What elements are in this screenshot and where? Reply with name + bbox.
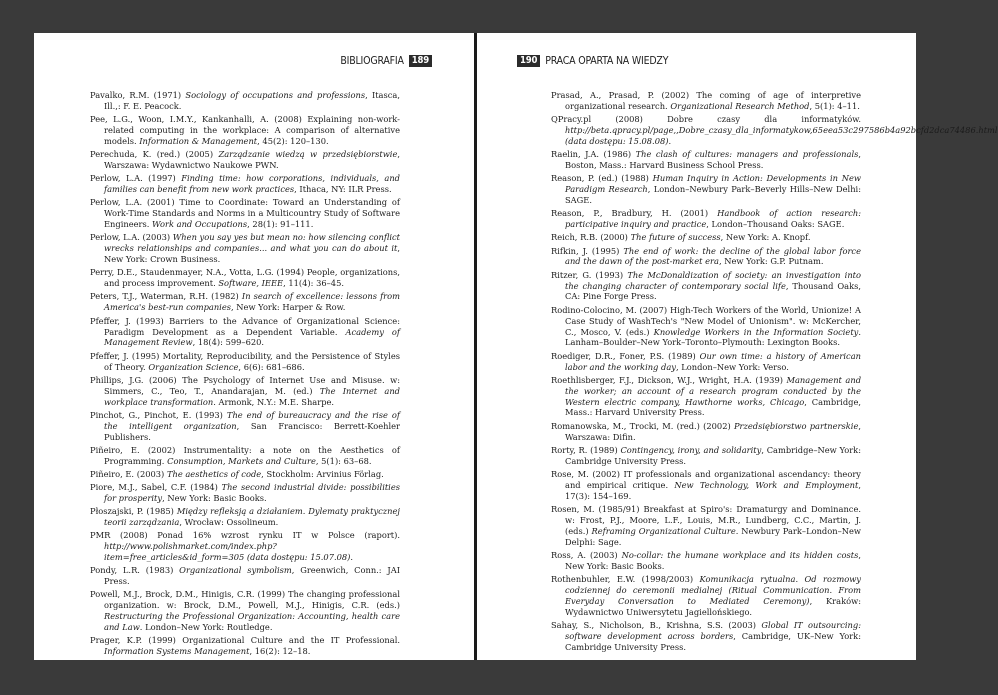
entry-details: , Warszawa: Wydawnictwo Naukowe PWN. (104, 149, 400, 171)
entry-title: Organizational Research Method (670, 100, 810, 111)
entry-authors: Pinchot, G., Pinchot, E. (1993) (90, 409, 227, 420)
entry-title: Zarządzanie wiedzą w przedsiębiorstwie (218, 149, 398, 160)
bibliography-entry (551, 351, 861, 373)
entry-authors: Pavalko, R.M. (1971) (90, 90, 186, 100)
bibliography-entry (551, 305, 861, 349)
entry-title: Restructuring the Professional Organization: Accounting, health care and Law (104, 611, 400, 633)
bibliography-entry (90, 291, 400, 313)
entry-authors: Rodino-Colocino, M. (2007) High-Tech Workers of the World, Unionize! A Case Study of WashTech's "New Model of Unionism". w: McKercher, C., Mosco, V. (eds.) (551, 304, 861, 337)
entry-authors: Roethlisberger, F.J., Dickson, W.J., Wright, H.A. (1939) (551, 374, 787, 385)
entry-authors: Ritzer, G. (1993) (551, 269, 628, 280)
bibliography-entry (90, 173, 400, 195)
entry-title: Organizational symbolism (179, 565, 292, 576)
entry-details: . Lanham–Boulder–New York–Toronto–Plymouth: Lexington Books. (565, 326, 861, 348)
entry-details: , New York: A. Knopf. (720, 232, 811, 243)
bibliography-entry (90, 114, 400, 147)
entry-title: Sociology of occupations and professions (185, 90, 366, 100)
bibliography-entry (551, 90, 861, 112)
entry-details: , Warszawa: Difin. (565, 420, 862, 442)
entry-title: New Technology, Work and Employment (674, 479, 859, 490)
entry-title: Handbook of action research: participative inquiry and practice (565, 208, 862, 230)
entry-details: , New York: Basic Books. (162, 492, 267, 503)
entry-authors: Peters, T.J., Waterman, R.H. (1982) (90, 291, 242, 302)
entry-title: Consumption, Markets and Culture (167, 455, 316, 466)
entry-authors: Piñeiro, E. (2003) (90, 468, 167, 479)
entry-authors: Rose, M. (2002) IT professionals and organizational ascendancy: theory and empirical critique. (551, 468, 861, 490)
entry-details: . (350, 552, 354, 563)
entry-authors: Pfeffer, J. (1993) Barriers to the Advance of Organizational Science: Paradigm Development as a Dependent Variable. (90, 315, 400, 337)
bibliography-entry (551, 246, 861, 268)
running-header (517, 55, 668, 67)
bibliography-entry (90, 530, 400, 563)
entry-title: Organization Science (148, 361, 239, 372)
bibliography-entry (551, 421, 861, 443)
entry-authors: Ross, A. (2003) (551, 549, 622, 560)
entry-details: , 5(1): 63–68. (315, 455, 372, 466)
entry-details: , London–Newbury Park–Beverly Hills–New Delhi: SAGE. (565, 184, 861, 206)
entry-title: http://www.polishmarket.com/index.php?item=free_articles&id_form=305 (data dostępu: 15.07.08) (104, 541, 351, 563)
entry-authors: Prasad, A., Prasad, P. (2002) The coming of age of interpretive organizational research. (551, 90, 861, 111)
bibliography-entry (90, 506, 400, 528)
entry-details: , Thousand Oaks, CA: Pine Forge Press. (565, 280, 861, 302)
entry-details: , New York: Harper & Row. (231, 302, 346, 313)
entry-authors: Perechuda, K. (red.) (2005) (90, 149, 219, 160)
entry-authors: Roediger, D.R., Foner, P.S. (1989) (551, 350, 700, 361)
left-page (34, 33, 474, 660)
bibliography-entry (90, 267, 400, 289)
entry-title: Knowledge Workers in the Information Society (653, 326, 859, 337)
entry-authors: Rifkin, J. (1995) (551, 245, 624, 256)
bibliography-entry (551, 173, 861, 206)
entry-authors: Reich, R.B. (2000) (551, 232, 631, 243)
entry-title: The Internet and workplace transformation (104, 385, 400, 407)
entry-title: Finding time: how corporations, individuals, and families can benefit from new work practices (104, 173, 400, 195)
entry-authors: Perlow, L.A. (1997) (90, 173, 182, 184)
entry-details: , Cambridge, Mass.: Harvard University Press. (565, 396, 861, 418)
section-title: BIBLIOGRAFIA (340, 55, 404, 67)
entry-title: Software, IEEE (218, 278, 284, 289)
entry-details: . (668, 135, 672, 146)
entry-details: , 16(2): 12–18. (249, 646, 311, 657)
entry-details: , 6(6): 681–686. (238, 361, 305, 372)
entry-title: Między refleksją a działaniem. Dylematy praktycznej teorii zarządzania (104, 506, 401, 528)
entry-title: http://beta.qpracy.pl/page,,Dobre_czasy_dla_informatykow,65eea53c297586b4a92bcfd2dca74486.html (data dostępu: 15.08.08) (565, 125, 998, 146)
entry-title: Management and the worker; an account of a research program conducted by the Western electric company, Hawthorne works, Chicago (565, 374, 862, 407)
bibliography-entry (90, 482, 400, 504)
bibliography-entry (551, 574, 861, 618)
entry-title: The clash of cultures: managers and professionals (635, 149, 859, 160)
entry-details: . Armonk, N.Y.: M.E. Sharpe. (213, 396, 335, 407)
entry-title: Przedsiębiorstwo partnerskie (733, 420, 859, 431)
bibliography-entry (551, 504, 861, 548)
entry-title: Global IT outsourcing: software development across borders (565, 619, 861, 641)
entry-title: Information Systems Management (104, 646, 250, 657)
entry-title: Information & Management (139, 135, 258, 146)
entry-details: , Stockholm: Arvinius Förlag. (261, 468, 384, 479)
bibliography-entry (551, 550, 861, 572)
entry-authors: Rothenbuhler, E.W. (1998/2003) (551, 573, 700, 584)
bibliography-entry (90, 90, 400, 112)
right-page (477, 33, 998, 660)
entry-details: , New York: G.P. Putnam. (718, 256, 824, 267)
entry-details: . London–New York: Routledge. (139, 622, 273, 633)
bibliography-entry (551, 208, 861, 230)
bibliography-entry (551, 149, 861, 171)
entry-authors: Perry, D.E., Staudenmayer, N.A., Votta, L.G. (1994) People, organizations, and process improvement. (90, 267, 400, 289)
entry-title: The McDonaldization of society: an investigation into the changing character of contemporary social life (565, 269, 861, 291)
entry-authors: Perlow, L.A. (2003) (90, 232, 173, 243)
entry-authors: Reason, P. (ed.) (1988) (551, 173, 653, 184)
page-number: 189 (409, 55, 432, 67)
entry-authors: Piore, M.J., Sabel, C.F. (1984) (90, 482, 222, 493)
entry-authors: Phillips, J.G. (2006) The Psychology of Internet Use and Misuse. w: Simmers, C., Teo, T., Anandarajan, M. (ed.) (90, 374, 400, 396)
entry-title: The future of success (630, 232, 721, 243)
entry-details: , Ithaca, NY: ILR Press. (294, 184, 392, 195)
bibliography-entry (551, 232, 861, 243)
bibliography-entry (551, 114, 998, 147)
entry-details: , Cambridge, UK–New York: Cambridge University Press. (565, 630, 861, 652)
reference-list (90, 90, 400, 659)
entry-authors: PMR (2008) Ponad 16% wzrost rynku IT w Polsce (raport). (90, 530, 400, 541)
entry-title: Academy of Management Review (104, 326, 400, 348)
entry-authors: Rosen, M. (1985/91) Breakfast at Spiro's: Dramaturgy and Dominance. w: Frost, P.J., Moore, L.F., Louis, M.R., Lundberg, C.C., Martin, J. (eds.) (551, 503, 861, 536)
entry-details: , 45(2): 120–130. (257, 135, 329, 146)
page-number: 190 (517, 55, 540, 67)
entry-details: , Wrocław: Ossolineum. (179, 517, 279, 528)
bibliography-entry (551, 445, 861, 467)
running-header (340, 55, 432, 67)
bibliography-entry (90, 232, 400, 265)
entry-authors: Rorty, R. (1989) (551, 444, 621, 455)
entry-title: Komunikacja rytualna. Od rozmowy codziennej do ceremonii medialnej (Ritual Communication. From Everyday Conversation to Mediated Ceremony) (565, 573, 861, 606)
entry-authors: Piñeiro, E. (2002) Instrumentality: a note on the Aesthetics of Programming. (90, 444, 400, 466)
bibliography-entry (90, 469, 400, 480)
entry-details: . Newbury Park–London–New Delphi: Sage. (565, 525, 861, 547)
entry-details: , Cambridge–New York: Cambridge University Press. (565, 444, 862, 466)
bibliography-entry (90, 410, 400, 443)
entry-title: The second industrial divide: possibilities for prosperity (104, 482, 401, 503)
entry-details: , New York: Basic Books. (565, 549, 861, 571)
entry-authors: QPracy.pl (2008) Dobre czasy dla informatyków. (551, 114, 861, 125)
entry-authors: Romanowska, M., Trocki, M. (red.) (2002) (551, 420, 734, 431)
entry-title: Human Inquiry in Action: Developments in New Paradigm Research (565, 173, 861, 195)
entry-details: , San Francisco: Berrett-Koehler Publishers. (104, 420, 401, 442)
reference-list (551, 90, 998, 655)
entry-details: , 18(4): 599–620. (192, 337, 265, 348)
entry-details: , Boston, Mass.: Harvard Business School Press. (565, 149, 861, 171)
bibliography-entry (90, 149, 400, 171)
bibliography-entry (90, 445, 400, 467)
entry-authors: Prager, K.P. (1999) Organizational Culture and the IT Professional. (90, 635, 400, 646)
entry-title: Contingency, irony, and solidarity (620, 444, 762, 455)
entry-details: , London–New York: Verso. (675, 361, 789, 372)
entry-authors: Sahay, S., Nicholson, B., Krishna, S.S. (2003) (551, 619, 762, 630)
entry-title: When you say yes but mean no: how silencing conflict wrecks relationships and companies... and what you can do about it (104, 232, 400, 254)
entry-authors: Pee, L.G., Woon, I.M.Y., Kankanhalli, A. (2008) Explaining non-work-related computing in the workplace: A comparison of alternative models. (90, 114, 400, 146)
entry-details: , London–Thousand Oaks: SAGE. (706, 219, 845, 230)
entry-authors: Perlow, L.A. (2001) Time to Coordinate: Toward an Understanding of Work-Time Standards and Norms in a Multicountry Study of Software Engineers. (90, 197, 400, 230)
entry-title: In search of excellence: lessons from America's best-run companies (104, 291, 400, 313)
entry-title: Our own time: a history of American labor and the working day (565, 350, 861, 372)
entry-title: Work and Occupations (152, 219, 248, 230)
entry-details: , 11(4): 36–45. (283, 278, 344, 289)
entry-details: , 17(3): 154–169. (565, 479, 861, 501)
bibliography-entry (90, 197, 400, 230)
entry-authors: Pfeffer, J. (1995) Mortality, Reproducibility, and the Persistence of Styles of Theory. (90, 350, 400, 372)
bibliography-entry (551, 620, 861, 653)
entry-title: No-collar: the humane workplace and its hidden costs (621, 549, 859, 560)
bibliography-entry (551, 375, 861, 419)
entry-details: , Kraków: Wydawnictwo Uniwersytetu Jagiellońskiego. (565, 595, 861, 617)
entry-details: , Greenwich, Conn.: JAI Press. (104, 565, 400, 587)
entry-title: The end of work: the decline of the global labor force and the dawn of the post-market era (565, 245, 861, 267)
bibliography-entry (551, 469, 861, 502)
entry-details: , 28(1): 91–111. (247, 219, 314, 230)
bibliography-entry (90, 589, 400, 633)
bibliography-entry (90, 635, 400, 657)
entry-title: The end of bureaucracy and the rise of the intelligent organization (104, 409, 400, 431)
bibliography-entry (90, 351, 400, 373)
entry-authors: Reason, P., Bradbury, H. (2001) (551, 208, 718, 219)
section-title: PRACA OPARTA NA WIEDZY (545, 55, 669, 67)
bibliography-entry (90, 375, 400, 408)
entry-authors: Pondy, L.R. (1983) (90, 565, 180, 576)
entry-title: The aesthetics of code (166, 468, 262, 479)
entry-details: , Itasca, Ill.,: F. E. Peacock. (104, 90, 400, 111)
entry-details: , New York: Crown Business. (104, 243, 400, 265)
entry-authors: Powell, M.J., Brock, D.M., Hinigis, C.R. (1999) The changing professional organization. w: Brock, D.M., Powell, M.J., Hinigis, C.R. (eds.) (90, 589, 400, 611)
entry-authors: Raelin, J.A. (1986) (551, 149, 636, 160)
entry-authors: Płoszajski, P. (1985) (90, 506, 177, 517)
entry-title: Reframing Organizational Culture (591, 525, 736, 536)
entry-details: , 5(1): 4–11. (809, 100, 860, 111)
bibliography-entry (90, 565, 400, 587)
bibliography-entry (551, 270, 861, 303)
bibliography-entry (90, 316, 400, 349)
